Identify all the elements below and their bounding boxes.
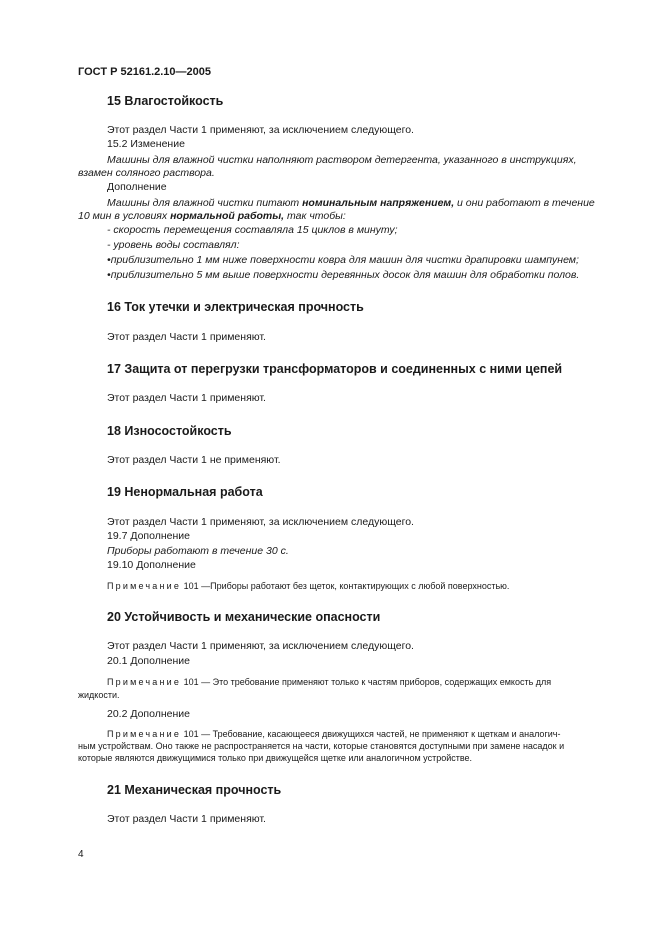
section-18-text: Этот раздел Части 1 не применяют.	[107, 454, 281, 466]
bullet-icon: •	[107, 269, 111, 281]
section-18-title: 18 Износостойкость	[107, 424, 232, 438]
note-20-2-line2: ным устройствам. Оно также не распространяется на части, которые становятся доступными при замене насадок и	[78, 741, 565, 751]
section-17-title: 17 Защита от перегрузки трансформаторов и соединенных с ними цепей	[107, 362, 563, 376]
addition-line2: 10 мин в условиях нормальной работы, так чтобы:	[78, 210, 346, 222]
clause-15-2-label: 15.2 Изменение	[107, 138, 185, 150]
section-19-title: 19 Ненормальная работа	[107, 485, 263, 499]
clause-20-1-label: 20.1 Дополнение	[107, 655, 190, 667]
dash-item-1: - скорость перемещения составляла 15 циклов в минуту;	[107, 224, 398, 236]
page-number: 4	[78, 849, 84, 860]
section-16-text: Этот раздел Части 1 применяют.	[107, 331, 266, 343]
addition-line1: Машины для влажной чистки питают номинальным напряжением, и они работают в течение	[107, 197, 595, 209]
addition-label: Дополнение	[107, 181, 167, 193]
bullet-item-1: •приблизительно 1 мм ниже поверхности ковра для машин для чистки драпировки шампунем;	[107, 254, 579, 266]
note-20-1-line2: жидкости.	[78, 690, 120, 700]
note-19-10: Примечание 101 —Приборы работают без щеток, контактирующих с любой поверхностью.	[107, 581, 510, 591]
clause-19-7-text: Приборы работают в течение 30 с.	[107, 545, 289, 557]
clause-19-10-label: 19.10 Дополнение	[107, 559, 196, 571]
section-16-title: 16 Ток утечки и электрическая прочность	[107, 300, 364, 314]
section-21-title: 21 Механическая прочность	[107, 783, 282, 797]
clause-15-2-line2: взамен соляного раствора.	[78, 167, 215, 179]
note-20-2-line3: которые являются движущимися только при движущейся щетке или аналогичном устройстве.	[78, 753, 473, 763]
note-20-2-line1: Примечание 101 — Требование, касающееся движущихся частей, не применяют к щеткам и аналогич-	[107, 729, 561, 739]
dash-item-2: - уровень воды составлял:	[107, 239, 240, 251]
section-15-intro: Этот раздел Части 1 применяют, за исключением следующего.	[107, 124, 414, 136]
clause-20-2-label: 20.2 Дополнение	[107, 708, 190, 720]
section-15-title: 15 Влагостойкость	[107, 94, 224, 108]
section-20-intro: Этот раздел Части 1 применяют, за исключением следующего.	[107, 640, 414, 652]
document-header: ГОСТ Р 52161.2.10—2005	[78, 66, 212, 78]
section-20-title: 20 Устойчивость и механические опасности	[107, 610, 381, 624]
clause-15-2-line1: Машины для влажной чистки наполняют раствором детергента, указанного в инструкциях,	[107, 154, 577, 166]
section-21-text: Этот раздел Части 1 применяют.	[107, 813, 266, 825]
note-20-1-line1: Примечание 101 — Это требование применяют только к частям приборов, содержащих емкость для	[107, 677, 552, 687]
section-19-intro: Этот раздел Части 1 применяют, за исключением следующего.	[107, 516, 414, 528]
bullet-icon: •	[107, 254, 111, 266]
section-17-text: Этот раздел Части 1 применяют.	[107, 392, 266, 404]
clause-19-7-label: 19.7 Дополнение	[107, 530, 190, 542]
bullet-item-2: •приблизительно 5 мм выше поверхности деревянных досок для машин для обработки полов.	[107, 269, 580, 281]
